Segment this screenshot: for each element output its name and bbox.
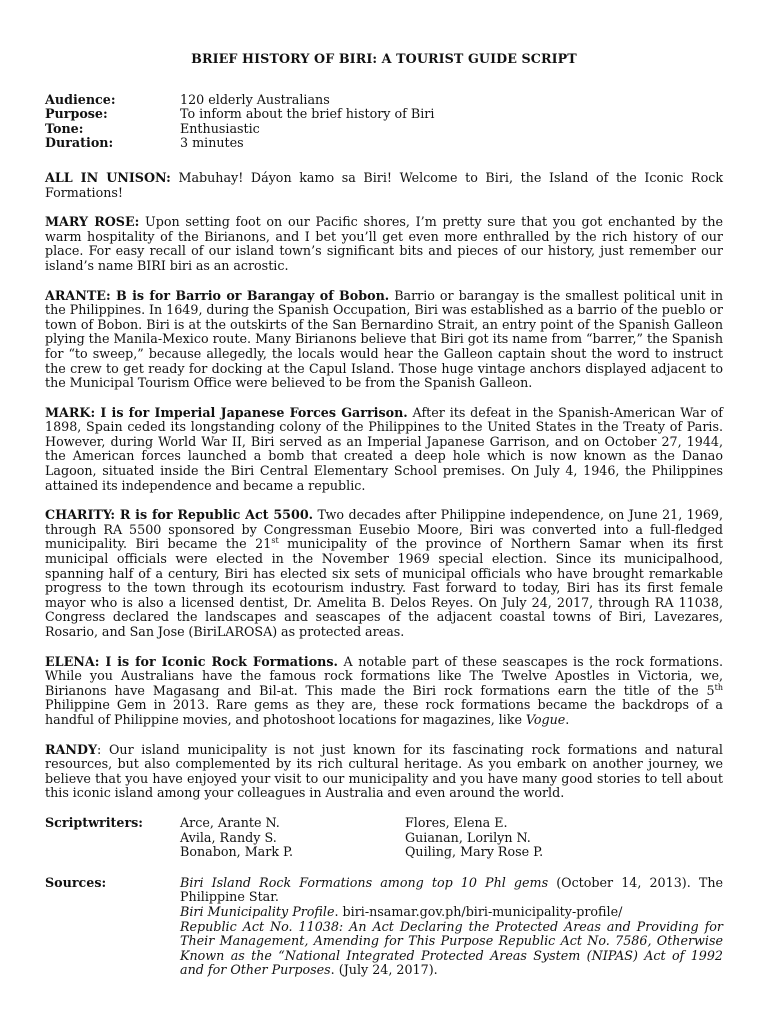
- sources-label: Sources:: [45, 874, 107, 890]
- paragraph-arante: [45, 289, 723, 391]
- source-item: [180, 876, 723, 905]
- writer-name: Arce, Arante N.: [180, 814, 280, 830]
- source-detail: . biri-nsamar.gov.ph/biri-municipality-profile/: [334, 903, 623, 919]
- ordinal-suffix: th: [714, 682, 723, 692]
- source-detail: (October 14, 2013). The Philippine Star.: [180, 874, 723, 905]
- meta-value-tone: Enthusiastic: [180, 120, 260, 136]
- meta-value-audience: 120 elderly Australians: [180, 91, 330, 107]
- meta-value-purpose: To inform about the brief history of Biri: [180, 106, 435, 122]
- writer-name: Bonabon, Mark P.: [180, 844, 294, 860]
- meta-key-audience: Audience:: [45, 91, 116, 107]
- speaker-maryrose: MARY ROSE:: [45, 214, 140, 230]
- sources-list: [180, 876, 723, 978]
- text-elena-c: .: [565, 711, 570, 727]
- meta-key-purpose: Purpose:: [45, 106, 108, 122]
- document-title: BRIEF HISTORY OF BIRI: A TOURIST GUIDE SCRIPT: [191, 51, 577, 66]
- source-title: Biri Island Rock Formations among top 10 Phl gems: [180, 874, 549, 890]
- paragraph-randy: [45, 743, 723, 801]
- script-meta: [45, 93, 723, 151]
- text-elena-a: A notable part of these seascapes is the rock formations. While you Australians have the famous rock formations like The Twelve Apostles in Victoria, we, Birianons have Magasang and Bil-at. This made the Biri rock formations earn the title of the 5: [45, 653, 724, 698]
- text-mark: After its defeat in the Spanish-American War of 1898, Spain ceded its longstanding colony of the Philippines to the United States in the Treaty of Paris. However, during World War II, Biri served as an Imperial Japanese Garrison, and on October 27, 1944, the American forces launched a bomb that created a deep hole which is now known as the Danao Lagoon, situated inside the Biri Central Elementary School premises. On July 4, 1946, the Philippines attained its independence and became a republic.: [45, 404, 723, 493]
- magazine-name: Vogue: [525, 711, 566, 727]
- writer-name: Flores, Elena E.: [405, 814, 508, 830]
- source-item: [180, 905, 723, 920]
- paragraph-mark: [45, 406, 723, 494]
- meta-key-duration: Duration:: [45, 135, 114, 151]
- writer-name: Quiling, Mary Rose P.: [405, 844, 544, 860]
- speaker-mark: MARK: I is for Imperial Japanese Forces Garrison.: [45, 404, 408, 420]
- source-item: [180, 920, 723, 978]
- source-title: Republic Act No. 11038: An Act Declaring the Protected Areas and Providing for Their Management, Amending for This Purpose Republic Act No. 7586, Otherwise Known as the “National Integrated Protected Areas System (NIPAS) Act of 1992 and for Other Purposes: [180, 918, 723, 978]
- writer-name: Avila, Randy S.: [180, 829, 277, 845]
- paragraph-maryrose: [45, 215, 723, 273]
- paragraph-elena: [45, 655, 723, 728]
- speaker-charity: CHARITY: R is for Republic Act 5500.: [45, 507, 314, 523]
- sources-section: [45, 876, 723, 978]
- meta-value-duration: 3 minutes: [180, 135, 244, 151]
- source-title: Biri Municipality Profile: [180, 903, 335, 919]
- speaker-arante: ARANTE: B is for Barrio or Barangay of Bobon.: [45, 287, 390, 303]
- text-charity-a: Two decades after Philippine independence, on June 21, 1969, through RA 5500 sponsored by Congressman Eusebio Moore, Biri was converted into a full-fledged municipality. Biri became the 21: [45, 507, 723, 552]
- speaker-elena: ELENA: I is for Iconic Rock Formations.: [45, 653, 338, 669]
- ordinal-suffix: st: [271, 536, 279, 546]
- writer-name: Guianan, Lorilyn N.: [405, 829, 531, 845]
- text-maryrose: Upon setting foot on our Pacific shores, I’m pretty sure that you got enchanted by the warm hospitality of the Birianons, and I bet you’ll get even more enthralled by the rich history of our place. For easy recall of our island town’s significant bits and pieces of our history, just remember our island’s name BIRI biri as an acrostic.: [45, 214, 723, 273]
- source-detail: . (July 24, 2017).: [330, 962, 438, 978]
- scriptwriters-section: [45, 816, 723, 860]
- text-randy: : Our island municipality is not just known for its fascinating rock formations and natural resources, but also complemented by its rich cultural heritage. As you embark on another journey, we believe that you have enjoyed your visit to our municipality and you have many good stories to tell about this iconic island among your colleagues in Australia and even around the world.: [45, 741, 723, 801]
- text-charity-b: municipality of the province of Northern Samar when its first municipal officials were elected in the November 1969 special election. Since its municipalhood, spanning half of a century, Biri has elected six sets of municipal officials who have brought remarkable progress to the town through its ecotourism industry. Fast forward to today, Biri has its first female mayor who is also a licensed dentist, Dr. Amelita B. Delos Reyes. On July 24, 2017, through RA 11038, Congress declared the landscapes and seascapes of the adjacent coastal towns of Biri, Lavezares, Rosario, and San Jose (BiriLAROSA) as protected areas.: [45, 536, 724, 639]
- scriptwriters-label: Scriptwriters:: [45, 814, 143, 830]
- text-unison: Mabuhay! Dáyon kamo sa Biri! Welcome to Biri, the Island of the Iconic Rock Formations!: [45, 169, 724, 200]
- speaker-randy: RANDY: [45, 741, 98, 757]
- text-elena-b: Philippine Gem in 2013. Rare gems as they are, these rock formations became the backdrops of a handful of Philippine movies, and photoshoot locations for magazines, like: [45, 697, 723, 727]
- meta-key-tone: Tone:: [45, 120, 84, 136]
- speaker-unison: ALL IN UNISON:: [45, 169, 171, 185]
- paragraph-charity: [45, 508, 723, 639]
- paragraph-unison: [45, 171, 723, 200]
- document-page: [45, 52, 723, 978]
- text-arante: Barrio or barangay is the smallest political unit in the Philippines. In 1649, during the Spanish Occupation, Biri was established as a barrio of the pueblo or town of Bobon. Biri is at the outskirts of the San Bernardino Strait, an entry point of the Spanish Galleon plying the Manila-Mexico route. Many Birianons believe that Biri got its name from “barrer,” the Spanish for “to sweep,” because allegedly, the locals would hear the Galleon captain shout the word to instruct the crew to get ready for docking at the Capul Island. Those huge vintage anchors displayed adjacent to the Municipal Tourism Office were believed to be from the Spanish Galleon.: [45, 287, 723, 391]
